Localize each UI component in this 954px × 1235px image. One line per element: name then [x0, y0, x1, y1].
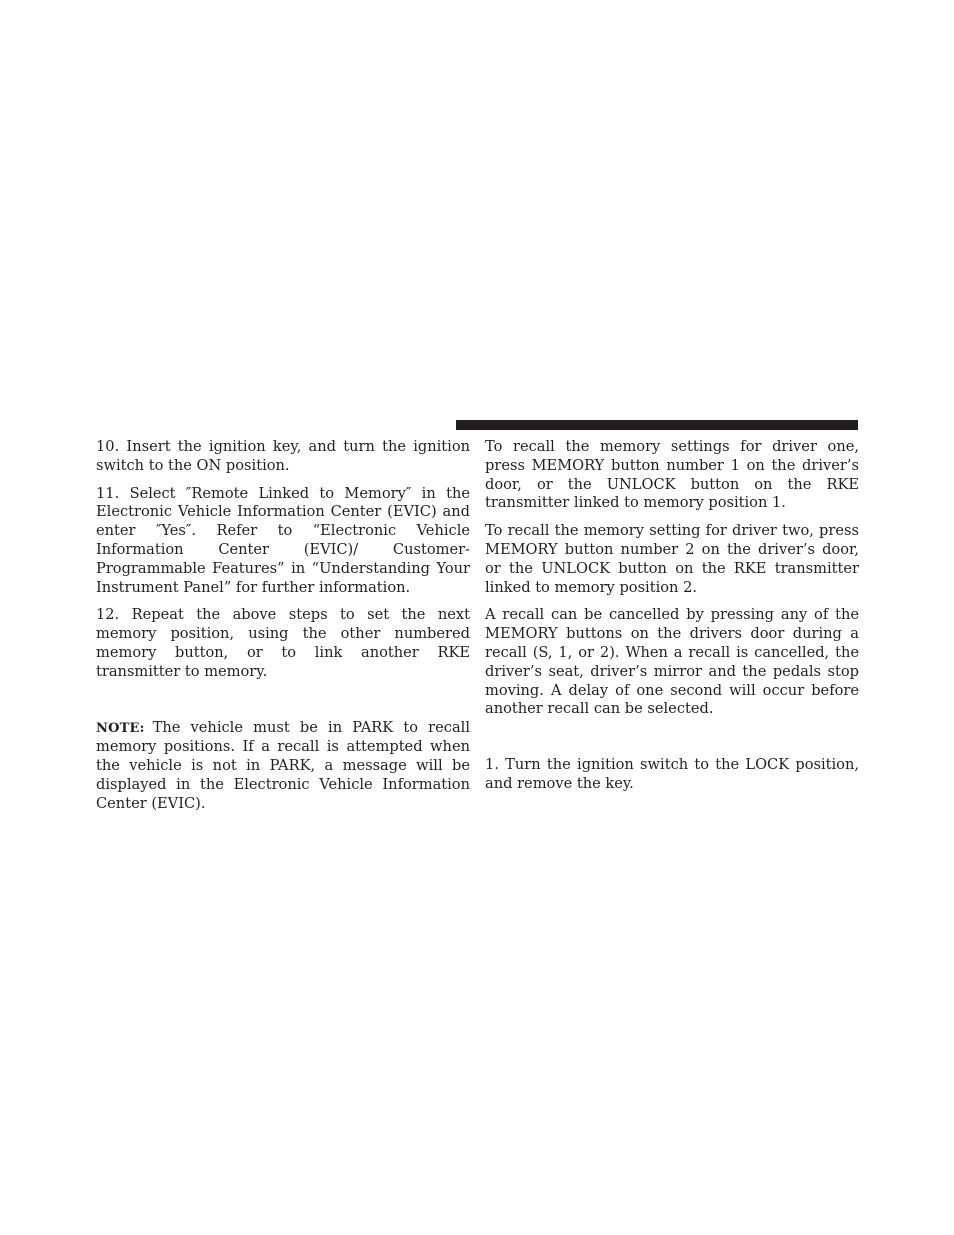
recall-cancel-paragraph: A recall can be cancelled by pressing any of the MEMORY buttons on the drivers door during a recall (S, 1, or 2). When a recall is cancelled, the driver’s seat, driver’s mirror and the pedals stop moving. A delay of one second will occur before another recall can be selected.	[485, 606, 859, 718]
step-12-paragraph: 12. Repeat the above steps to set the next memory position, using the other numbered memory button, or to link another RKE transmitter to memory.	[96, 606, 470, 680]
step-1-paragraph: 1. Turn the ignition switch to the LOCK position, and remove the key.	[485, 756, 859, 792]
recall-driver-one-paragraph: To recall the memory settings for driver one, press MEMORY button number 1 on the driver’s door, or the UNLOCK button on the RKE transmitter linked to memory position 1.	[485, 438, 859, 512]
section-header-rule	[456, 420, 858, 430]
note-label: NOTE:	[96, 720, 145, 736]
note-text: The vehicle must be in PARK to recall memory positions. If a recall is attempted when the vehicle is not in PARK, a message will be displayed in the Electronic Vehicle Information Center (EVIC).	[96, 718, 470, 812]
step-11-paragraph: 11. Select ″Remote Linked to Memory″ in the Electronic Vehicle Information Center (EVIC) and enter ″Yes″. Refer to “Electronic Vehicle Information Center (EVIC)/ Customer-Programmable Features” in “Understanding Your Instrument Panel” for further information.	[96, 484, 470, 596]
right-column	[485, 438, 859, 794]
left-column	[96, 438, 470, 814]
note-paragraph	[96, 719, 470, 814]
recall-driver-two-paragraph: To recall the memory setting for driver two, press MEMORY button number 2 on the driver’s door, or the UNLOCK button on the RKE transmitter linked to memory position 2.	[485, 522, 859, 596]
step-10-paragraph: 10. Insert the ignition key, and turn the ignition switch to the ON position.	[96, 438, 470, 474]
